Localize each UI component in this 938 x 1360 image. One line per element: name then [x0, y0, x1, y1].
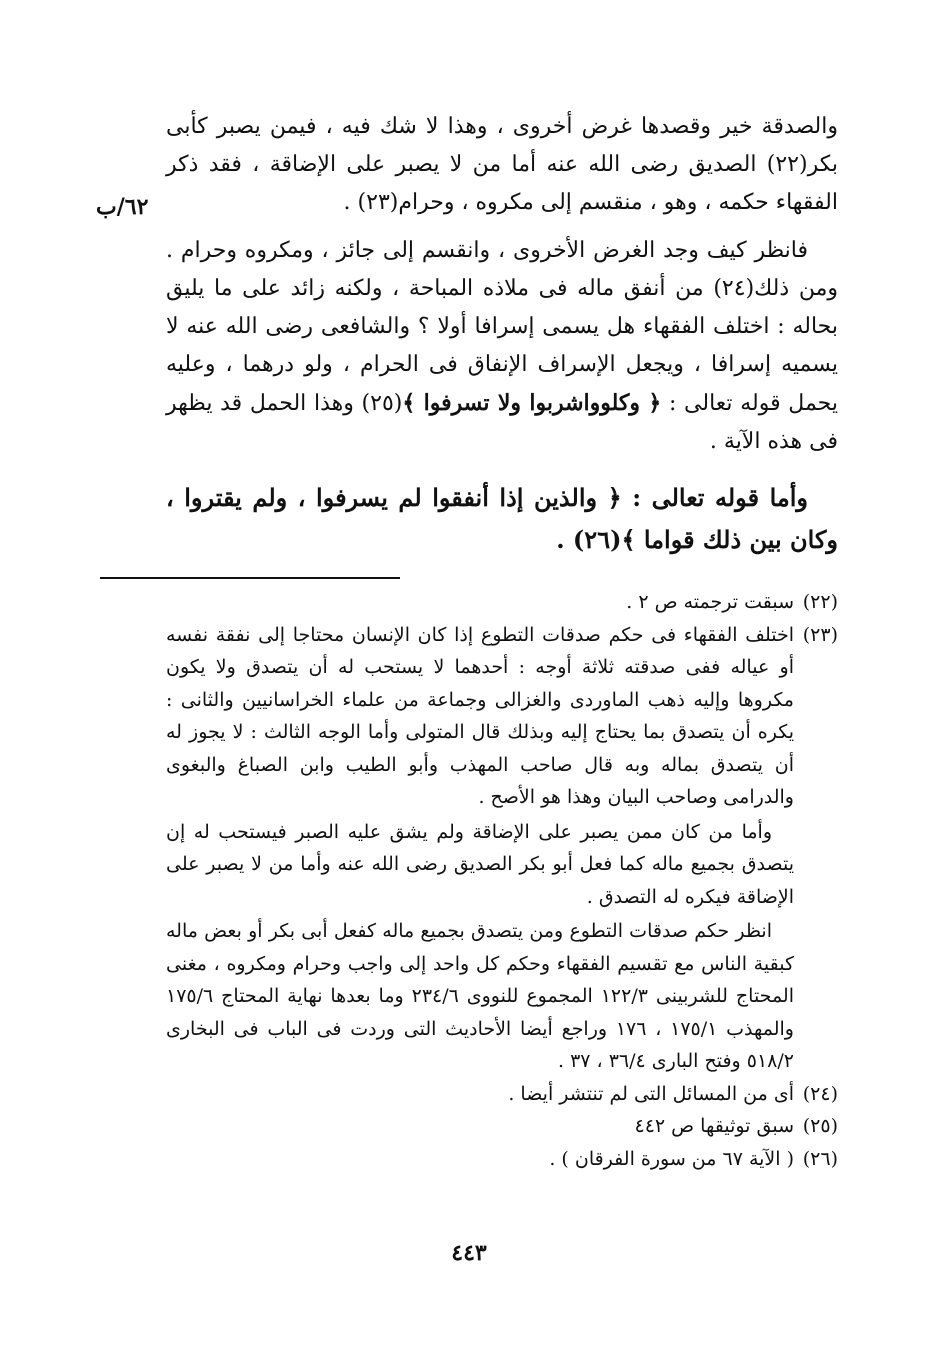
main-text — [166, 108, 838, 561]
footnote-22 — [166, 586, 838, 619]
paragraph-1: والصدقة خير وقصدها غرض أخروى ، وهذا لا شك فيه ، فيمن يصبر كأبى بكر(٢٢) الصديق رضى الله عنه أما من لا يصبر على الإضاقة ، فقد ذكر الفقهاء حكمه ، وهو ، منقسم إلى مكروه ، وحرام(٢٣) . — [166, 114, 838, 215]
footnote-number: (٢٦) — [802, 1147, 838, 1170]
footnote-26 — [166, 1143, 838, 1176]
footnote-24 — [166, 1078, 838, 1111]
margin-folio-note: ٦٢/ب — [96, 194, 149, 220]
footnote-number: (٢٤) — [802, 1082, 838, 1105]
footnote-number: (٢٣) — [802, 623, 838, 646]
footnote-text: وأما من كان ممن يصبر على الإضاقة ولم يشق عليه الصبر فيستحب له إن يتصدق بجميع ماله كما فعل أبو بكر الصديق رضى الله عنه وأما من لا يصبر على الإضاقة فيكره له التصدق . — [166, 820, 794, 908]
paragraph-2 — [166, 232, 838, 461]
quran-verse-2: ﴿ والذين إذا أنفقوا لم يسرفوا ، ولم يقتروا ، وكان بين ذلك قواما ﴾ — [166, 483, 838, 554]
footnote-text: سبق توثيقها ص ٤٤٢ — [634, 1115, 794, 1137]
footnote-text: سبقت ترجمته ص ٢ . — [626, 591, 794, 613]
paragraph-3 — [166, 477, 838, 561]
quran-verse-1: ﴿ وكلوواشربوا ولا تسرفوا ﴾ — [402, 390, 662, 416]
paragraph-2-text-a: فانظر كيف وجد الغرض الأخروى ، وانقسم إلى جائز ، ومكروه وحرام . ومن ذلك(٢٤) من أنفق ماله فى ملاذه المباحة ، ولكنه زائد على ما يليق بحاله : اختلف الفقهاء هل يسمى إسرافا أولا ؟ والشافعى رضى الله عنه لا يسميه إسرافا ، ويجعل الإسراف الإنفاق فى الحرام ، ولو درهما ، وعليه يحمل قوله تعالى : — [166, 238, 838, 416]
footnote-23 — [166, 619, 838, 1078]
paragraph-3-text-a: وأما قوله تعالى : — [621, 483, 808, 512]
footnote-number: (٢٢) — [802, 591, 838, 613]
footnotes — [166, 586, 838, 1175]
footnote-text: أى من المسائل التى لم تنتشر أيضا . — [508, 1082, 794, 1105]
footnote-25 — [166, 1110, 838, 1143]
paragraph-3-text-b: (٢٦) . — [556, 525, 622, 554]
footnote-separator — [100, 577, 400, 579]
footnote-text: اختلف الفقهاء فى حكم صدقات التطوع إذا كان الإنسان محتاجا إلى نفقة نفسه أو عياله ففى صدقته ثلاثة أوجه : أحدهما لا يستحب له أن يتصدق ولا يكون مكروها وإليه ذهب الماوردى والغزالى وجماعة من علماء الخراسانيين والثانى : يكره أن يتصدق بما يحتاج إليه وبذلك قال المتولى وأما الوجه الثالث : لا يجوز له أن يتصدق بماله وبه قال صاحب المهذب وأبو الطيب وابن الصباغ والبغوى والدرامى وصاحب البيان وهذا هو الأصح . — [166, 623, 794, 808]
footnote-text: ( الآية ٦٧ من سورة الفرقان ) . — [549, 1147, 794, 1170]
footnote-number: (٢٥) — [802, 1115, 838, 1137]
footnote-text: انظر حكم صدقات التطوع ومن يتصدق بجميع ماله كفعل أبى بكر أو بعض ماله كبقية الناس مع تقسيم الفقهاء وحكم كل واحد إلى واجب وحرام ومكروه ، مغنى المحتاج للشربينى ١٢٢/٣ المجموع للنووى ٢٣٤/٦ وما بعدها نهاية المحتاج ١٧٥/٦ والمهذب ١٧٥/١ ، ١٧٦ وراجع أيضا الأحاديث التى وردت فى الباب فى البخارى ٥١٨/٢ وفتح البارى ٣٦/٤ ، ٣٧ . — [166, 920, 794, 1072]
paragraph-2-text-b: (٢٥) وهذا الحمل قد يظهر فى هذه الآية . — [166, 391, 838, 454]
page-number: ٤٤٣ — [451, 1240, 487, 1266]
